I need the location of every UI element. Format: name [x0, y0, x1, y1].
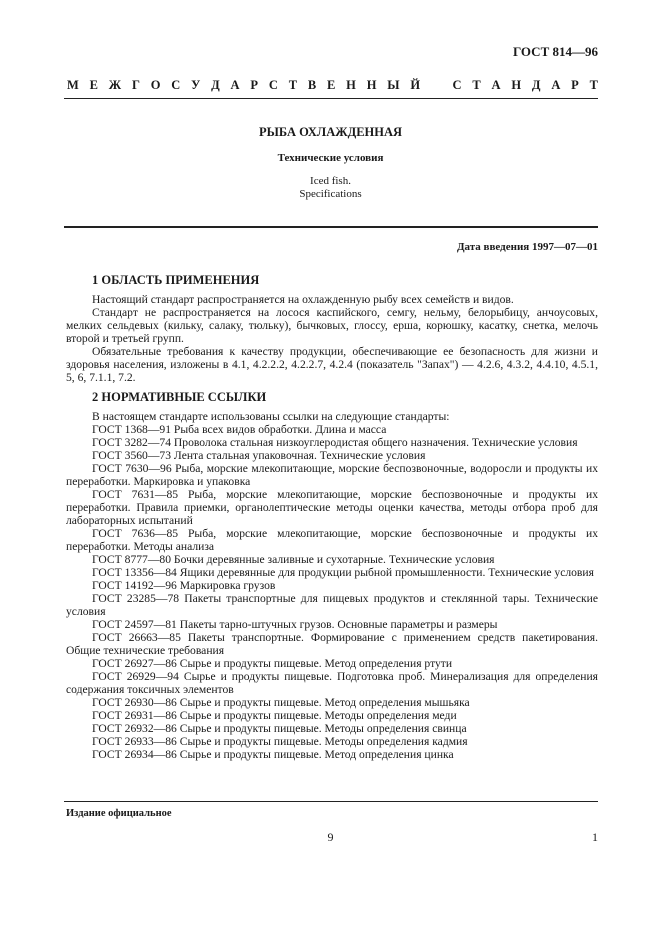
banner-letter: С [268, 78, 278, 92]
paragraph: Обязательные требования к качеству продукции, обеспечивающие ее безопасность для жизни и здоровья населения, изложены в 4.1, 4.2.2.2, 4.2.2.7, 4.2.4 (показатель "Запах") — 4.2.6, 4.3.2, 4.4.10, 4.5.1, 5, 6, 7.1.1, 7.2. [66, 345, 598, 384]
banner-letter: С [452, 78, 462, 92]
banner-letter: А [551, 78, 561, 92]
english-title [0, 175, 661, 201]
banner-letter: Д [211, 78, 220, 92]
paragraph: ГОСТ 3282—74 Проволока стальная низкоуглеродистая общего назначения. Технические условия [92, 436, 578, 449]
english-title-line: Specifications [299, 188, 362, 200]
paragraph: ГОСТ 23285—78 Пакеты транспортные для пищевых продуктов и стеклянной тары. Технические условия [66, 592, 598, 618]
banner-letter: Ы [387, 78, 400, 92]
banner-letter: Т [288, 78, 298, 92]
paragraph: ГОСТ 14192—96 Маркировка грузов [92, 579, 276, 592]
section-heading: 2 НОРМАТИВНЫЕ ССЫЛКИ [92, 390, 267, 404]
banner-letter: Т [472, 78, 481, 92]
banner-letter: Е [327, 78, 336, 92]
paragraph: ГОСТ 7631—85 Рыба, морские млекопитающие, морские беспозвоночные и продукты их переработки. Правила приемки, органолептические методы оценки качества, методы отбора проб для лабораторных испытаний [66, 488, 598, 527]
paragraph: ГОСТ 24597—81 Пакеты тарно-штучных грузов. Основные параметры и размеры [92, 618, 498, 631]
interstate-standard-banner [67, 78, 598, 93]
section-2-text [66, 410, 598, 761]
banner-letter: Д [531, 78, 541, 92]
banner-letter: У [191, 78, 201, 92]
banner-letter: Й [410, 78, 421, 92]
banner-letter: Н [511, 78, 522, 92]
paragraph: В настоящем стандарте использованы ссылки на следующие стандарты: [92, 410, 450, 423]
banner-letter: Н [366, 78, 377, 92]
page-number: 9 [327, 830, 334, 844]
paragraph: ГОСТ 26930—86 Сырье и продукты пищевые. Метод определения мышьяка [92, 696, 470, 709]
banner-letter: С [171, 78, 181, 92]
banner-letter: В [307, 78, 317, 92]
paragraph: Настоящий стандарт распространяется на охлажденную рыбу всех семейств и видов. [92, 293, 514, 306]
section-1-text [66, 293, 598, 384]
paragraph: ГОСТ 26932—86 Сырье и продукты пищевые. Методы определения свинца [92, 722, 467, 735]
introduction-date: Дата введения 1997—07—01 [456, 241, 598, 253]
sheet-number: 1 [592, 830, 598, 844]
banner-letter: Т [589, 78, 598, 92]
paragraph: ГОСТ 26929—94 Сырье и продукты пищевые. Подготовка проб. Минерализация для определения содержания токсичных элементов [66, 670, 598, 696]
paragraph: ГОСТ 26933—86 Сырье и продукты пищевые. Методы определения кадмия [92, 735, 468, 748]
banner-letter: Е [89, 78, 98, 92]
banner-letter: О [150, 78, 161, 92]
gost-number: ГОСТ 814—96 [512, 44, 598, 59]
banner-letter: Г [131, 78, 140, 92]
banner-letter: А [491, 78, 501, 92]
paragraph: ГОСТ 13356—84 Ящики деревянные для продукции рыбной промышленности. Технические условия [92, 566, 594, 579]
paragraph: ГОСТ 26663—85 Пакеты транспортные. Формирование с применением средств пакетирования. Общие технические требования [66, 631, 598, 657]
paragraph: ГОСТ 3560—73 Лента стальная упаковочная. Технические условия [92, 449, 426, 462]
paragraph: Стандарт не распространяется на лосося каспийского, семгу, нельму, белорыбицу, анчоусовых, мелких сельдевых (кильку, салаку, тюльку), бычковых, глоссу, ерша, корюшку, касатку, снетка, мелочь второй и третьей групп. [66, 306, 598, 345]
banner-letter: А [230, 78, 240, 92]
paragraph: ГОСТ 26931—86 Сырье и продукты пищевые. Методы определения меди [92, 709, 457, 722]
banner-letter: Н [346, 78, 356, 92]
paragraph: ГОСТ 26934—86 Сырье и продукты пищевые. Метод определения цинка [92, 748, 454, 761]
english-title-line: Iced fish. [310, 175, 351, 187]
official-edition-label: Издание официальное [66, 808, 172, 819]
document-title: РЫБА ОХЛАЖДЕННАЯ [258, 125, 403, 139]
banner-letter: Ж [108, 78, 122, 92]
document-body [66, 270, 598, 761]
banner-letter: Р [571, 78, 579, 92]
paragraph: ГОСТ 1368—91 Рыба всех видов обработки. Длина и масса [92, 423, 387, 436]
banner-letter: Р [250, 78, 259, 92]
paragraph: ГОСТ 8777—80 Бочки деревянные заливные и сухотарные. Технические условия [92, 553, 495, 566]
paragraph: ГОСТ 7630—96 Рыба, морские млекопитающие, морские беспозвоночные, водоросли и продукты их переработки. Маркировка и упаковка [66, 462, 598, 488]
paragraph: ГОСТ 7636—85 Рыба, морские млекопитающие, морские беспозвоночные и продукты их переработки. Методы анализа [66, 527, 598, 553]
paragraph: ГОСТ 26927—86 Сырье и продукты пищевые. Метод определения ртути [92, 657, 453, 670]
title-rule [64, 226, 598, 228]
banner-letter: М [67, 78, 79, 92]
header-rule [64, 98, 598, 99]
footer-rule [64, 801, 598, 802]
section-heading: 1 ОБЛАСТЬ ПРИМЕНЕНИЯ [92, 273, 260, 287]
document-subtitle: Технические условия [277, 152, 384, 164]
